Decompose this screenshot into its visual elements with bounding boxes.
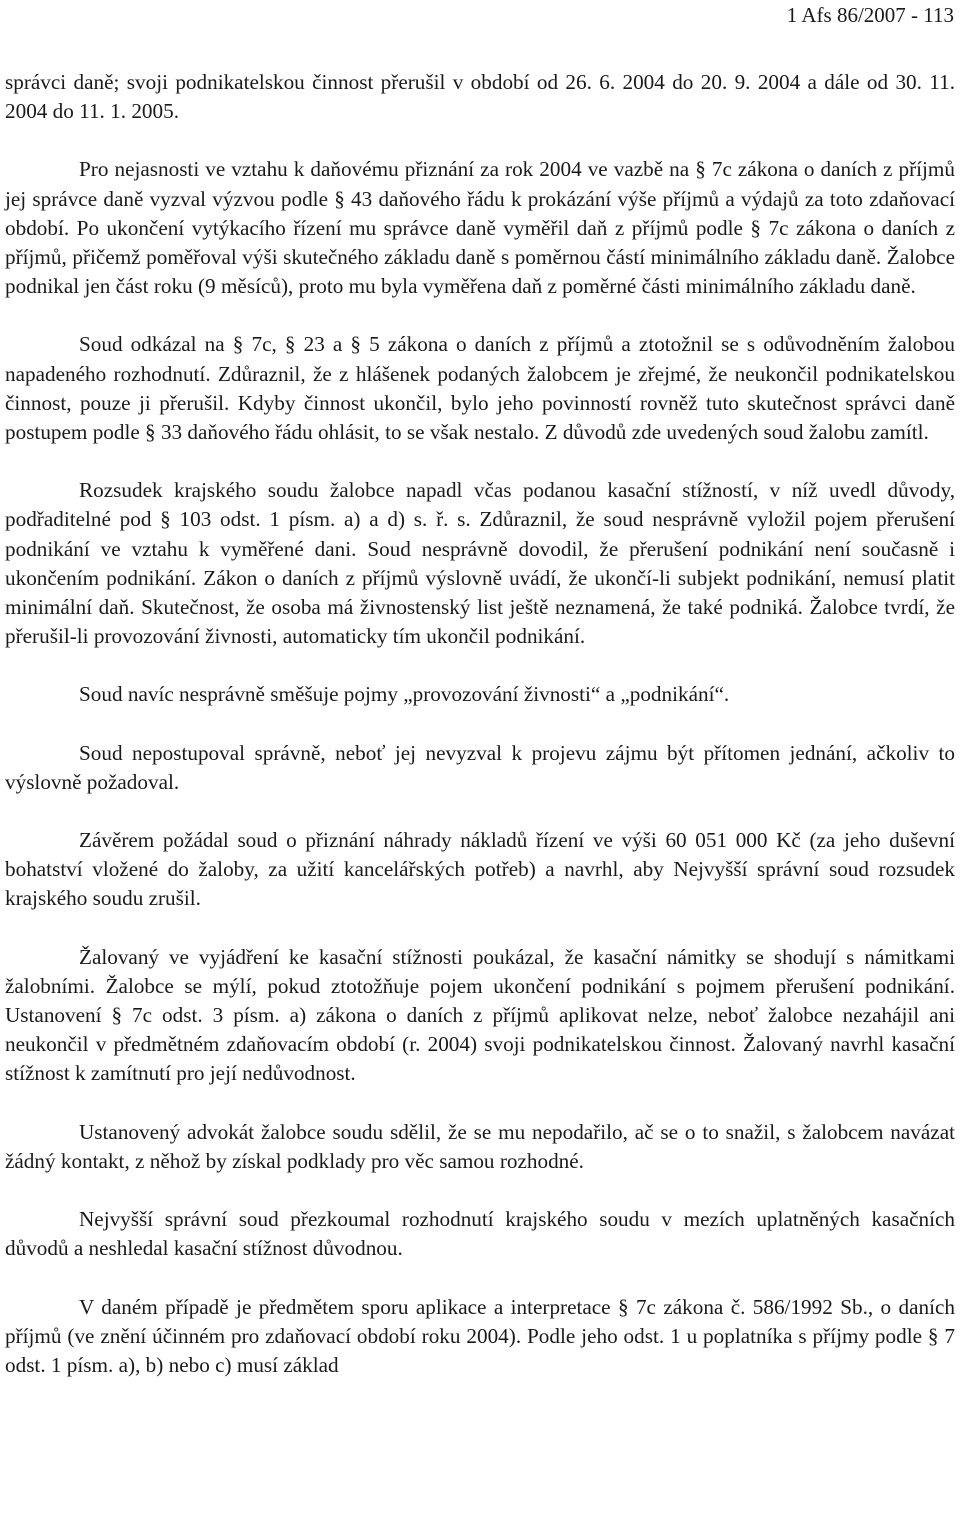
paragraph-7: Závěrem požádal soud o přiznání náhrady nákladů řízení ve výši 60 051 000 Kč (za jeho duševní bohatství vložené do žaloby, za užití kancelářských potřeb) a navrhl, aby Nejvyšší správní soud rozsudek krajského soudu zrušil. — [5, 828, 955, 911]
paragraph-9: Ustanovený advokát žalobce soudu sdělil, že se mu nepodařilo, ač se o to snažil, s žalobcem navázat žádný kontakt, z něhož by získal podklady pro věc samou rozhodné. — [5, 1119, 955, 1173]
paragraph-8: Žalovaný ve vyjádření ke kasační stížnosti poukázal, že kasační námitky se shodují s námitkami žalobními. Žalobce se mýlí, pokud ztotožňuje pojem ukončení podnikání s pojmem přerušení podnikání. Ustanovení § 7c odst. 3 písm. a) zákona o daních z příjmů aplikovat nelze, neboť žalobce nezahájil ani neukončil v předmětném zdaňovacím období (r. 2004) svoji podnikatelskou činnost. Žalovaný navrhl kasační stížnost k zamítnutí pro její nedůvodnost. — [5, 944, 955, 1086]
paragraph-4: Rozsudek krajského soudu žalobce napadl včas podanou kasační stížností, v níž uvedl důvody, podřaditelné pod § 103 odst. 1 písm. a) a d) s. ř. s. Zdůraznil, že soud nesprávně vyložil pojem přerušení podnikání ve vztahu k vyměřené dani. Soud nesprávně dovodil, že přerušení podnikání není současně i ukončením podnikání. Zákon o daních z příjmů výslovně uvádí, že ukončí-li subjekt podnikání, nemusí platit minimální daň. Skutečnost, že osoba má živnostenský list ještě neznamená, že také podniká. Žalobce tvrdí, že přerušil-li provozování živnosti, automaticky tím ukončil podnikání. — [5, 478, 955, 649]
document-body — [5, 68, 955, 1380]
paragraph-6: Soud nepostupoval správně, neboť jej nevyzval k projevu zájmu být přítomen jednání, ačkoliv to výslovně požadoval. — [5, 740, 955, 794]
paragraph-3: Soud odkázal na § 7c, § 23 a § 5 zákona o daních z příjmů a ztotožnil se s odůvodněním žalobou napadeného rozhodnutí. Zdůraznil, že z hlášenek podaných žalobcem je zřejmé, že neukončil podnikatelskou činnost, pouze ji přerušil. Kdyby činnost ukončil, bylo jeho povinností rovněž tuto skutečnost správci daně postupem podle § 33 daňového řádu ohlásit, to se však nestalo. Z důvodů zde uvedených soud žalobu zamítl. — [5, 332, 955, 445]
case-number-header: 1 Afs 86/2007 - 113 — [786, 3, 954, 27]
paragraph-11: V daném případě je předmětem sporu aplikace a interpretace § 7c zákona č. 586/1992 Sb., o daních příjmů (ve znění účinném pro zdaňovací období roku 2004). Podle jeho odst. 1 u poplatníka s příjmy podle § 7 odst. 1 písm. a), b) nebo c) musí základ — [5, 1294, 955, 1377]
paragraph-2: Pro nejasnosti ve vztahu k daňovému přiznání za rok 2004 ve vazbě na § 7c zákona o daních z příjmů jej správce daně vyzval výzvou podle § 43 daňového řádu k prokázání výše příjmů a výdajů za toto zdaňovací období. Po ukončení vytýkacího řízení mu správce daně vyměřil daň z příjmů podle § 7c zákona o daních z příjmů, přičemž poměřoval výši skutečného základu daně s poměrnou částí minimálního základu daně. Žalobce podnikal jen část roku (9 měsíců), proto mu byla vyměřena daň z poměrné části minimálního základu daně. — [5, 157, 955, 299]
paragraph-1: správci daně; svoji podnikatelskou činnost přerušil v období od 26. 6. 2004 do 20. 9. 2004 a dále od 30. 11. 2004 do 11. 1. 2005. — [5, 70, 955, 124]
paragraph-5: Soud navíc nesprávně směšuje pojmy „provozování živnosti“ a „podnikání“. — [79, 682, 730, 707]
paragraph-10: Nejvyšší správní soud přezkoumal rozhodnutí krajského soudu v mezích uplatněných kasačních důvodů a neshledal kasační stížnost důvodnou. — [5, 1207, 955, 1261]
